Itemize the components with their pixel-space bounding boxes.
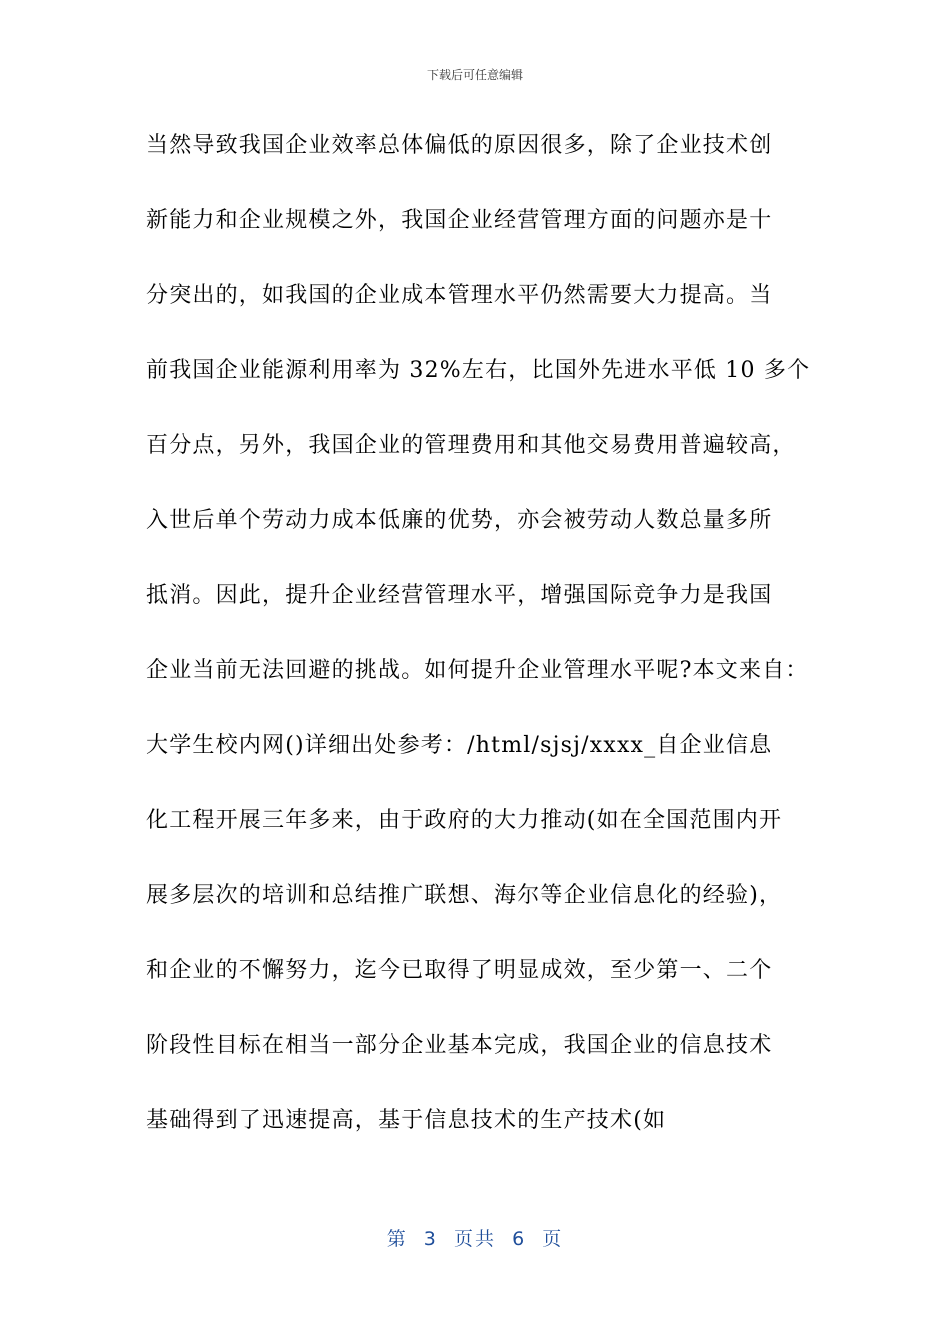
- text-line: 新能力和企业规模之外，我国企业经营管理方面的问题亦是十: [146, 208, 773, 233]
- page-prefix: 第: [386, 1228, 408, 1250]
- text-line: 百分点，另外，我国企业的管理费用和其他交易费用普遍较高，: [146, 433, 796, 458]
- text-line: 前我国企业能源利用率为 32%左右，比国外先进水平低 10 多个: [146, 358, 811, 383]
- text-line: 基础得到了迅速提高，基于信息技术的生产技术(如: [146, 1108, 667, 1133]
- text-line: 入世后单个劳动力成本低廉的优势，亦会被劳动人数总量多所: [146, 508, 773, 533]
- text-line: 分突出的，如我国的企业成本管理水平仍然需要大力提高。当: [146, 283, 773, 308]
- text-line: 抵消。因此，提升企业经营管理水平，增强国际竞争力是我国: [146, 583, 773, 608]
- text-line: 和企业的不懈努力，迄今已取得了明显成效，至少第一、二个: [146, 958, 773, 983]
- text-line: 阶段性目标在相当一部分企业基本完成，我国企业的信息技术: [146, 1033, 773, 1058]
- page-middle: 页共: [453, 1228, 496, 1250]
- header-note: 下载后可任意编辑: [426, 68, 523, 82]
- text-line: 大学生校内网()详细出处参考：/html/sjsj/xxxx_自企业信息: [146, 733, 773, 758]
- text-line: 当然导致我国企业效率总体偏低的原因很多，除了企业技术创: [146, 133, 773, 158]
- text-line: 展多层次的培训和总结推广联想、海尔等企业信息化的经验)，: [146, 883, 783, 908]
- page-current: 3: [423, 1228, 438, 1250]
- page-total: 6: [512, 1228, 527, 1250]
- page-suffix: 页: [542, 1228, 564, 1250]
- text-line: 企业当前无法回避的挑战。如何提升企业管理水平呢?本文来自：: [146, 658, 809, 683]
- page-number-footer: [0, 1224, 950, 1251]
- text-line: 化工程开展三年多来，由于政府的大力推动(如在全国范围内开: [146, 808, 783, 833]
- body-text: [146, 124, 826, 1174]
